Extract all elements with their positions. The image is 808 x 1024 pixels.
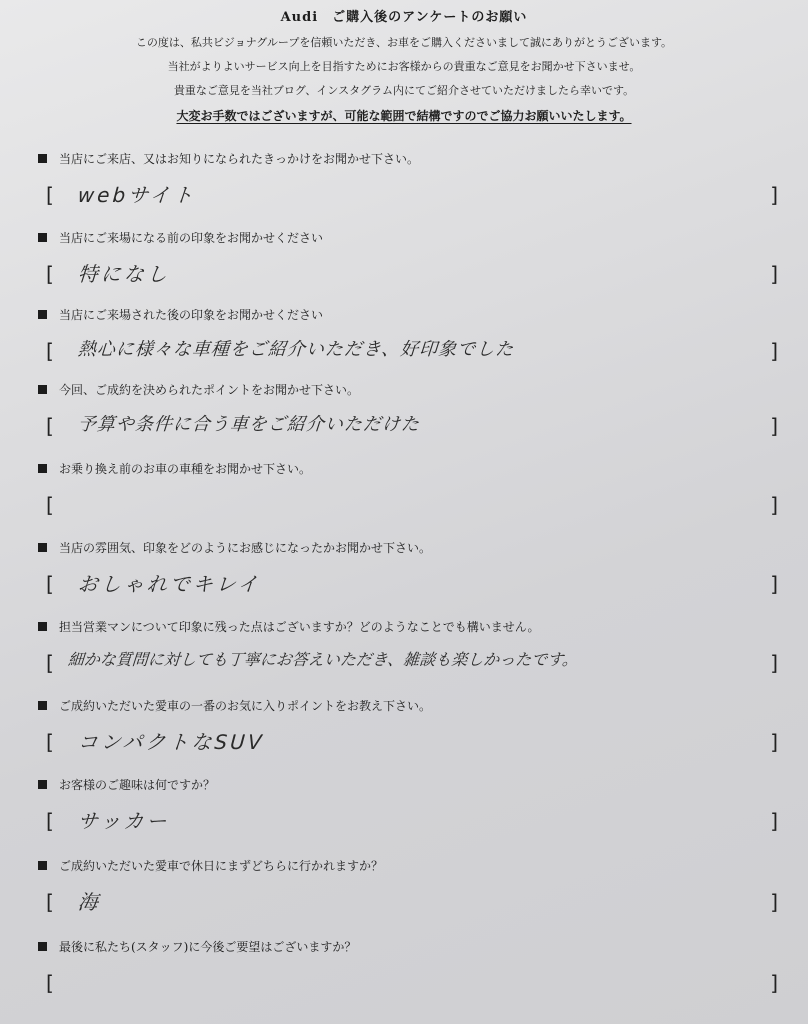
intro-line: 当社がよりよいサービス向上を目指すためにお客様からの貴重なご意見をお聞かせ下さいませ。: [167, 60, 641, 73]
handwritten-answer: 海: [77, 890, 102, 914]
question-label: 当店にご来場になる前の印象をお聞かせください: [59, 231, 324, 245]
close-bracket: ]: [770, 971, 778, 995]
answer-field[interactable]: [38, 252, 778, 292]
bullet-icon: [38, 942, 47, 951]
handwritten-answer: おしゃれでキレイ: [77, 572, 262, 596]
question-4: [38, 381, 778, 444]
handwritten-answer: 細かな質問に対しても丁寧にお答えいただき、雑談も楽しかったです。: [67, 650, 579, 669]
bullet-icon: [38, 622, 47, 631]
close-bracket: ]: [770, 493, 778, 517]
question-1: [38, 150, 778, 213]
answer-field[interactable]: [38, 562, 778, 602]
close-bracket: ]: [770, 890, 778, 914]
question-label: お乗り換え前のお車の車種をお聞かせ下さい。: [59, 462, 312, 476]
answer-field[interactable]: [38, 641, 778, 681]
cooperation-notice: 大変お手数ではございますが、可能な範囲で結構ですのでご協力お願いいたします。: [176, 109, 632, 123]
question-label: ご成約いただいた愛車の一番のお気に入りポイントをお教え下さい。: [59, 699, 432, 713]
close-bracket: ]: [770, 262, 778, 286]
question-3: [38, 306, 778, 369]
bullet-icon: [38, 233, 47, 242]
answer-field[interactable]: [38, 329, 778, 369]
bullet-icon: [38, 310, 47, 319]
bullet-icon: [38, 543, 47, 552]
open-bracket: [: [46, 339, 54, 363]
bullet-icon: [38, 861, 47, 870]
question-6: [38, 539, 778, 602]
handwritten-answer: サッカー: [77, 809, 171, 833]
open-bracket: [: [46, 890, 54, 914]
open-bracket: [: [46, 183, 54, 207]
open-bracket: [: [46, 414, 54, 438]
close-bracket: ]: [770, 730, 778, 754]
question-2: [38, 229, 778, 292]
answer-field[interactable]: [38, 404, 778, 444]
open-bracket: [: [46, 809, 54, 833]
intro-line: 貴重なご意見を当社ブログ、インスタグラム内にてご紹介させていただけましたら幸いです。: [173, 84, 635, 97]
close-bracket: ]: [770, 572, 778, 596]
answer-field[interactable]: [38, 483, 778, 523]
question-label: 当店の雰囲気、印象をどのようにお感じになったかお聞かせ下さい。: [59, 541, 432, 555]
question-9: [38, 776, 778, 839]
bullet-icon: [38, 780, 47, 789]
question-label: 当店にご来場された後の印象をお聞かせください: [59, 308, 324, 322]
open-bracket: [: [46, 572, 54, 596]
open-bracket: [: [46, 651, 54, 675]
question-label: ご成約いただいた愛車で休日にまずどちらに行かれますか？: [59, 859, 384, 873]
open-bracket: [: [46, 971, 54, 995]
open-bracket: [: [46, 730, 54, 754]
question-8: [38, 697, 778, 760]
question-10: [38, 857, 778, 920]
answer-field[interactable]: [38, 720, 778, 760]
survey-title: Audi ご購入後のアンケートのお願い: [280, 10, 528, 25]
close-bracket: ]: [770, 414, 778, 438]
close-bracket: ]: [770, 339, 778, 363]
bullet-icon: [38, 154, 47, 163]
bullet-icon: [38, 385, 47, 394]
handwritten-answer: 予算や条件に合う車をご紹介いただけた: [77, 414, 421, 435]
bullet-icon: [38, 701, 47, 710]
question-label: 今回、ご成約を決められたポイントをお聞かせ下さい。: [59, 383, 360, 397]
question-label: 当店にご来店、又はお知りになられたきっかけをお聞かせ下さい。: [59, 152, 420, 166]
handwritten-answer: webサイト: [77, 183, 197, 207]
survey-header: [0, 6, 808, 124]
question-label: 最後に私たち(スタッフ)に今後ご要望はございますか？: [59, 940, 357, 954]
answer-field[interactable]: [38, 880, 778, 920]
question-label: 担当営業マンについて印象に残った点はございますか？どのようなことでも構いません。: [59, 620, 540, 634]
handwritten-answer: 特になし: [77, 262, 171, 286]
answer-field[interactable]: [38, 173, 778, 213]
question-5: [38, 460, 778, 523]
close-bracket: ]: [770, 183, 778, 207]
question-7: [38, 618, 778, 681]
close-bracket: ]: [770, 651, 778, 675]
open-bracket: [: [46, 493, 54, 517]
open-bracket: [: [46, 262, 54, 286]
bullet-icon: [38, 464, 47, 473]
question-label: お客様のご趣味は何ですか？: [59, 778, 216, 792]
answer-field[interactable]: [38, 799, 778, 839]
intro-line: この度は、私共ビジョナグループを信頼いただき、お車をご購入くださいまして誠にありがとうございます。: [135, 36, 673, 49]
answer-field[interactable]: [38, 961, 778, 1001]
question-11: [38, 938, 778, 1001]
handwritten-answer: コンパクトなSUV: [77, 730, 266, 754]
handwritten-answer: 熱心に様々な車種をご紹介いただき、好印象でした: [77, 339, 515, 360]
close-bracket: ]: [770, 809, 778, 833]
